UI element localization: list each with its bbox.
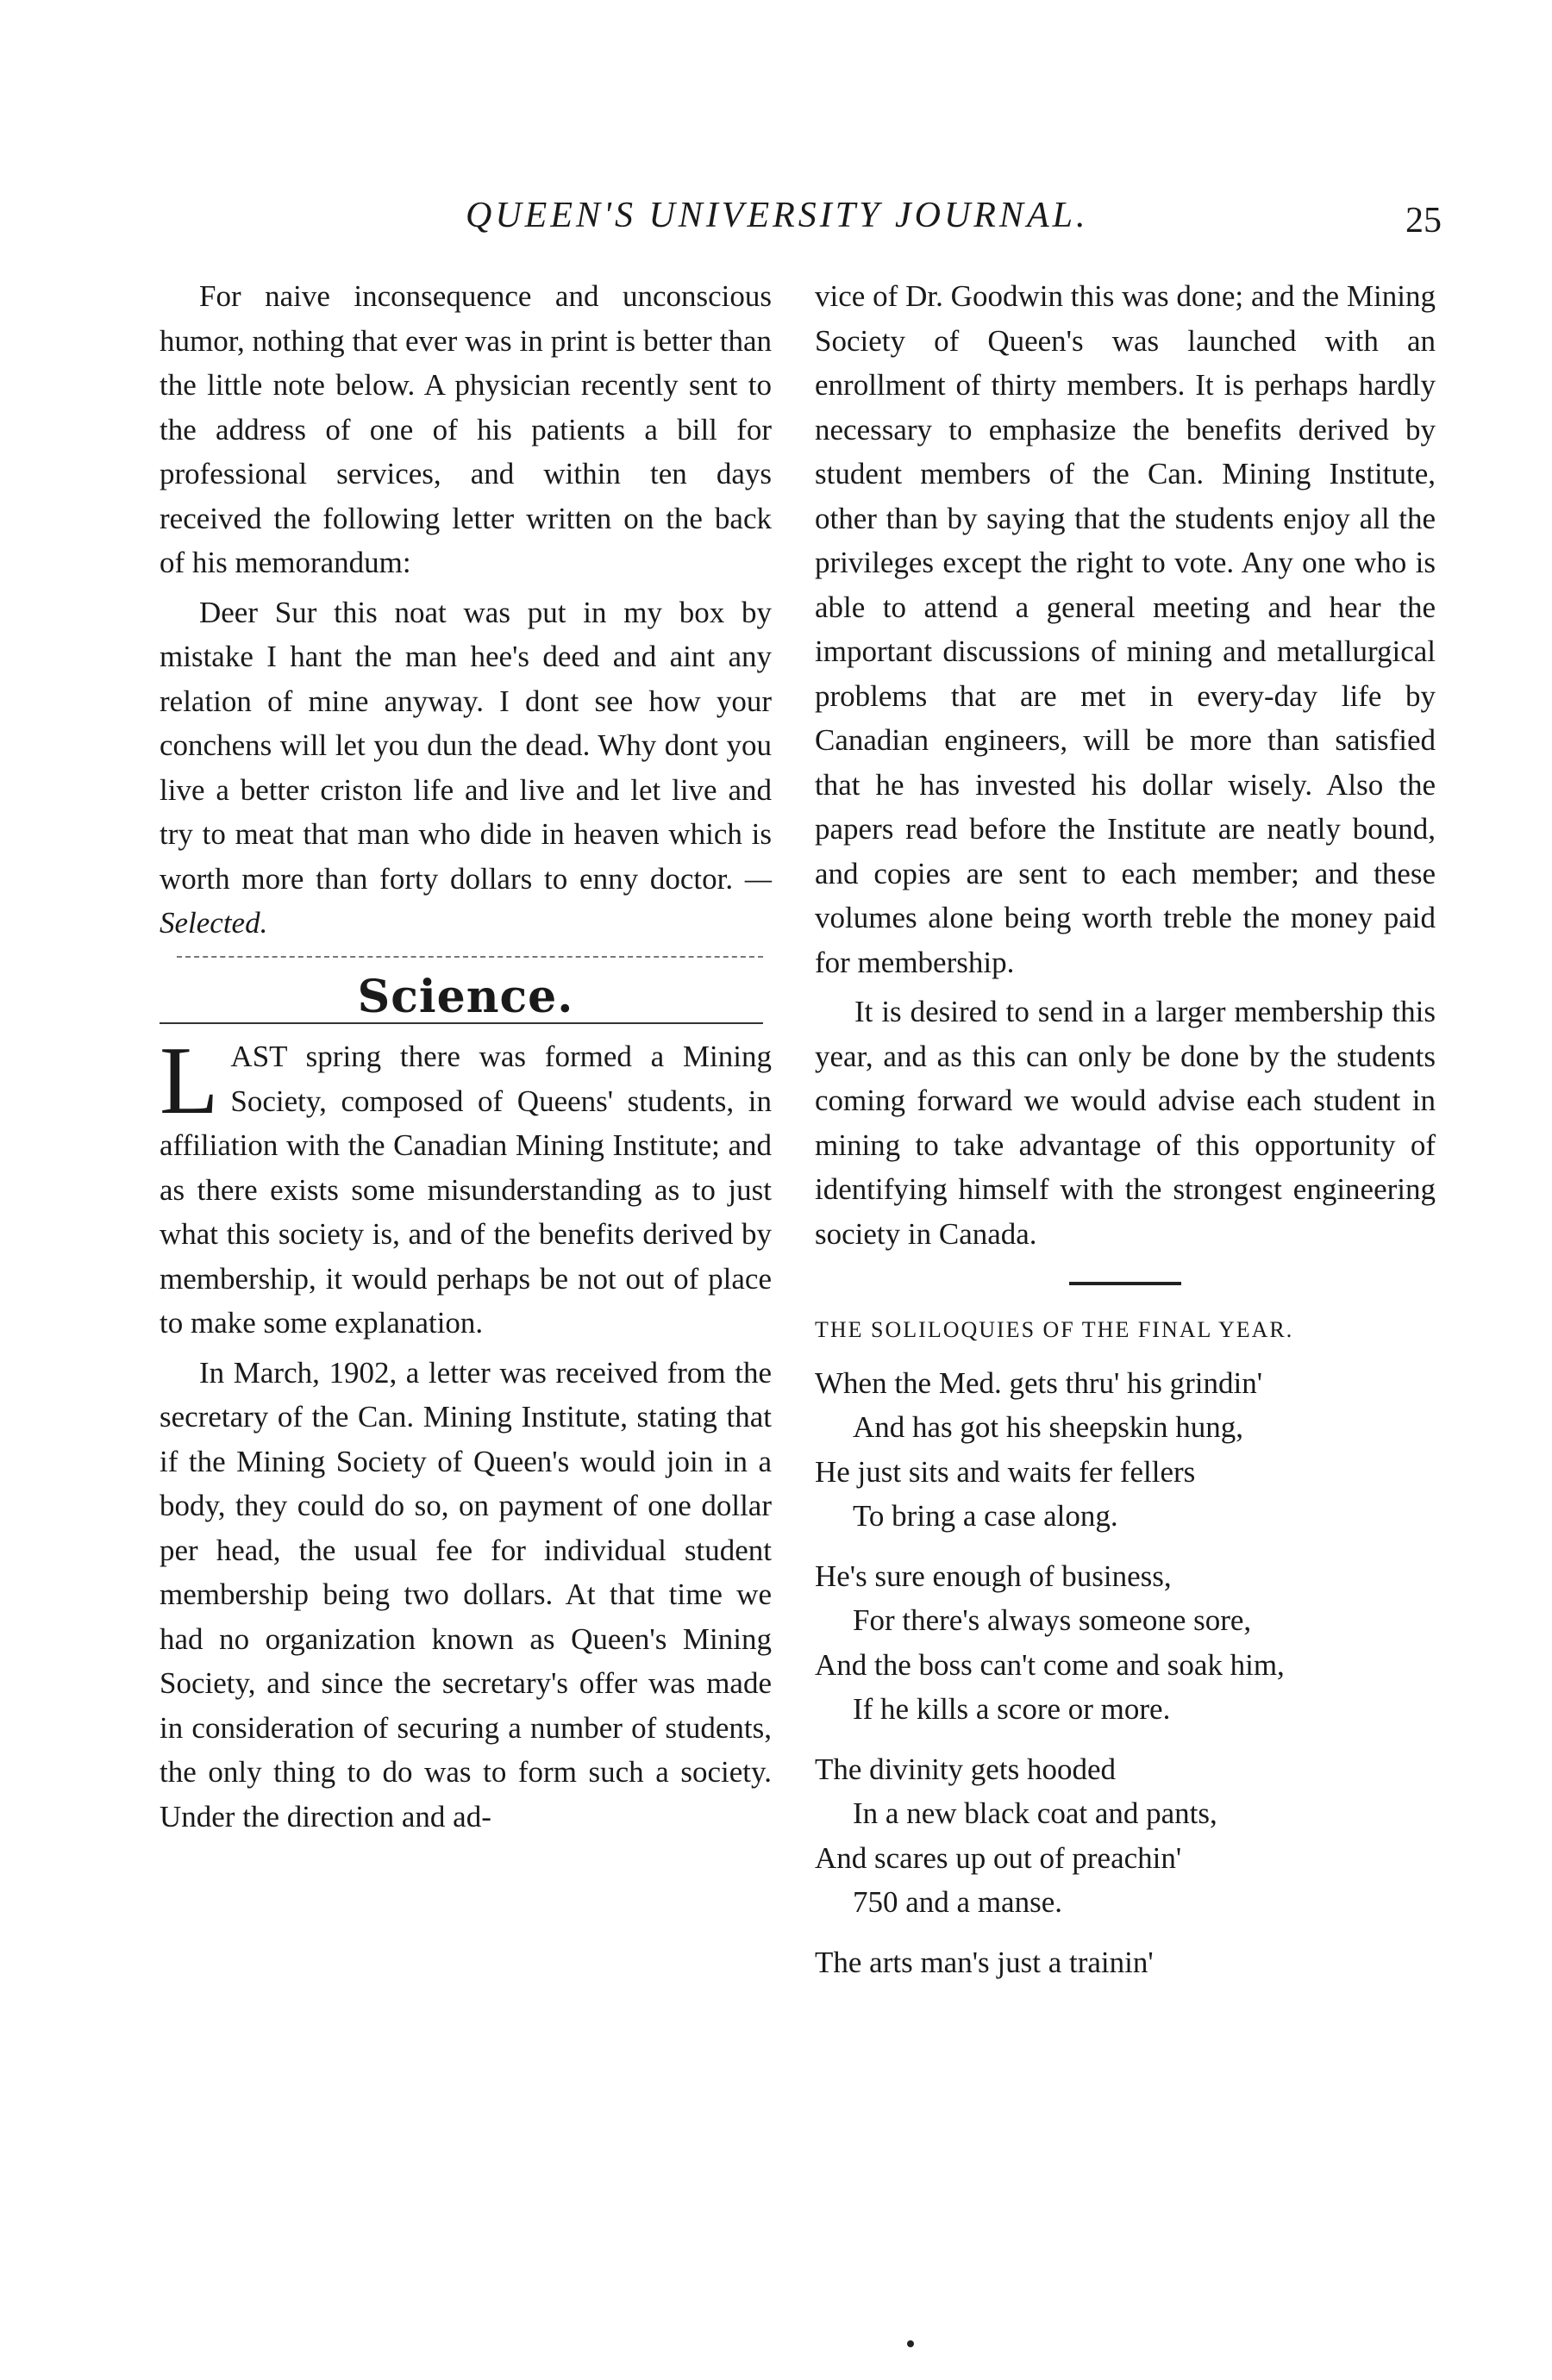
right-column xyxy=(815,274,1436,1984)
journal-title: QUEEN'S UNIVERSITY JOURNAL. xyxy=(466,196,1089,235)
poem-line: The divinity gets hooded xyxy=(815,1752,1116,1786)
poem-stanza-3 xyxy=(815,1747,1436,1925)
science-paragraph-1 xyxy=(160,1028,772,1346)
drop-cap-letter: L xyxy=(160,1028,219,1134)
poem-line: And has got his sheepskin hung, xyxy=(853,1410,1244,1444)
poem-line: And scares up out of preachin' xyxy=(815,1840,1182,1875)
poem-line: For there's always someone sore, xyxy=(853,1603,1252,1637)
science-paragraph-2: In March, 1902, a letter was received from the secretary of the Can. Mining Institute, stating that if the Mining Society of Queen's would join in a body, they could do so, on payment of one dollar per head, the usual fee for individual student membership being two dollars. At that time we had no organization known as Queen's Mining Society, and since the secretary's offer was made in consideration of securing a number of students, the only thing to do was to form such a society. Under the direction and ad- xyxy=(160,1355,772,1833)
poem-stanza-2 xyxy=(815,1554,1436,1732)
anecdote-source: —Selected. xyxy=(160,861,772,940)
left-column xyxy=(160,274,772,1839)
poem-title: THE SOLILOQUIES OF THE FINAL YEAR. xyxy=(815,1317,1294,1342)
poem-line-last: The arts man's just a trainin' xyxy=(815,1945,1154,1979)
science-paragraph-2-continued: vice of Dr. Goodwin this was done; and the Mining Society of Queen's was launched with an enrollment of thirty members. It is perhaps hardly necessary to emphasize the benefits derived by student members of the Can. Mining Institute, other than by saying that the students enjoy all the privileges except the right to vote. Any one who is able to attend a general meeting and hear the important discussions of mining and metallurgical problems that are met in every-day life by Canadian engineers, will be more than satisfied that he has invested his dollar wisely. Also the papers read before the Institute are neatly bound, and copies are sent to each member; and these volumes alone being worth treble the money paid for membership. xyxy=(815,279,1436,979)
poem-line: He just sits and waits fer fellers xyxy=(815,1454,1196,1489)
anecdote-intro-paragraph: For naive inconsequence and unconscious humor, nothing that ever was in print is better than the little note below. A physician recently sent to the address of one of his patients a bill for professional services, and within ten days received the following letter written on the back of his memorandum: xyxy=(160,279,772,579)
poem-stanza-1 xyxy=(815,1361,1436,1539)
poem-line: If he kills a score or more. xyxy=(853,1692,1171,1726)
page-mark xyxy=(907,2340,914,2347)
poem-line: He's sure enough of business, xyxy=(815,1559,1172,1593)
section-heading-science: Science. xyxy=(357,970,574,1023)
science-paragraph-3: It is desired to send in a larger membership this year, and as this can only be done by the students coming forward we would advise each student in mining to take advantage of this opportunity of identifying himself with the strongest engineering society in Canada. xyxy=(815,995,1436,1251)
poem-divider xyxy=(1069,1282,1181,1285)
poem xyxy=(815,1361,1436,1985)
dotted-divider xyxy=(177,956,763,958)
poem-line: 750 and a manse. xyxy=(853,1885,1062,1919)
poem-line: To bring a case along. xyxy=(853,1499,1118,1533)
anecdote-letter-text: Deer Sur this noat was put in my box by mistake I hant the man hee's deed and aint any relation of mine anyway. I dont see how your conchens will let you dun the dead. Why dont you live a better criston life and live and let live and try to meat that man who dide in heaven which is worth more than forty dollars to enny doctor. xyxy=(160,595,772,896)
poem-line: And the boss can't come and soak him, xyxy=(815,1647,1285,1682)
page-number: 25 xyxy=(1405,201,1442,240)
anecdote-letter-paragraph xyxy=(160,590,772,946)
poem-line: When the Med. gets thru' his grindin' xyxy=(815,1365,1263,1400)
science-paragraph-1-text: AST spring there was formed a Mining Society, composed of Queens' students, in affiliation with the Canadian Mining Institute; and as there exists some misunderstanding as to just what this society is, and of the benefits derived by membership, it would perhaps be not out of place to make some explanation. xyxy=(160,1040,772,1340)
poem-line: In a new black coat and pants, xyxy=(853,1796,1217,1830)
